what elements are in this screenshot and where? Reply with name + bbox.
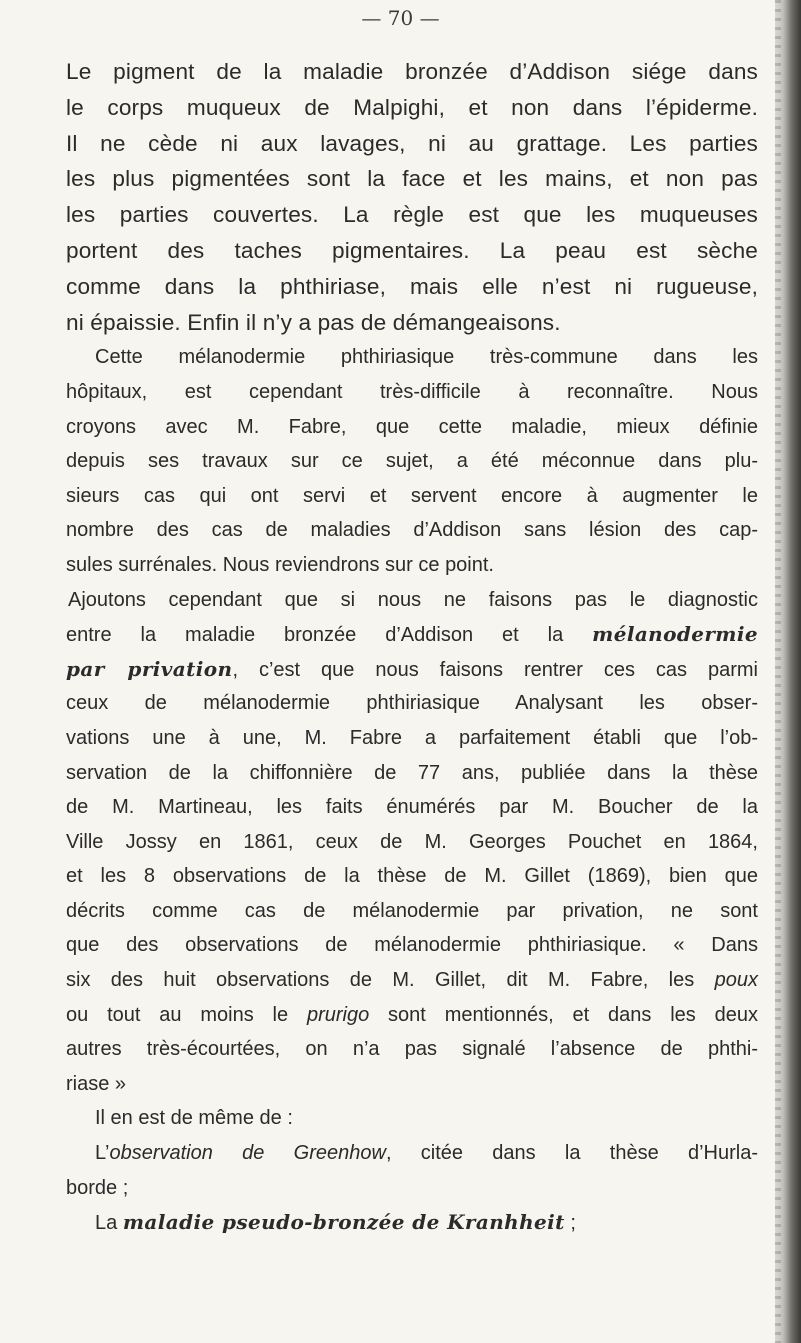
text-line: sieurs cas qui ont servi et servent encore à augmenter le xyxy=(66,484,758,507)
text-line: les plus pigmentées sont la face et les mains, et non pas xyxy=(66,166,758,192)
text-line: autres très-écourtées, on n’a pas signalé l’absence de phthi- xyxy=(66,1038,758,1061)
page-number: — 70 — xyxy=(361,6,440,30)
text-line xyxy=(66,998,758,1033)
emphasis-term: maladie pseudo-bronzée de Kranhheit xyxy=(122,1210,565,1235)
text-line xyxy=(66,963,758,998)
text-segment: six des huit observations de M. Gillet, dit M. Fabre, les xyxy=(66,969,715,992)
text-line: Il ne cède ni aux lavages, ni au grattage. Les parties xyxy=(66,130,758,156)
text-line: que des observations de mélanodermie phthiriasique. « Dans xyxy=(66,934,758,957)
text-line: sules surrénales. Nous reviendrons sur ce point. xyxy=(66,553,494,576)
paragraph-diagnostic xyxy=(66,583,758,1102)
text-line: Cette mélanodermie phthiriasique très-commune dans les xyxy=(95,346,758,369)
text-line: ceux de mélanodermie phthiriasique Analysant les obser- xyxy=(66,692,758,715)
text-line: Le pigment de la maladie bronzée d’Addison siége dans xyxy=(66,59,758,84)
text-line xyxy=(66,1205,758,1240)
text-line: de M. Martineau, les faits énumérés par M. Boucher de la xyxy=(66,796,758,819)
text-segment: , c’est que nous faisons rentrer ces cas parmi xyxy=(232,658,758,681)
text-line xyxy=(66,1136,758,1171)
text-segment: ou tout au moins le xyxy=(66,1003,307,1026)
text-line: les parties couvertes. La règle est que les muqueuses xyxy=(66,202,758,228)
text-line: Ville Jossy en 1861, ceux de M. Georges Pouchet en 1864, xyxy=(66,830,758,853)
text-line: depuis ses travaux sur ce sujet, a été méconnue dans plu- xyxy=(66,450,758,473)
text-line xyxy=(66,617,758,652)
text-line: vations une à une, M. Fabre a parfaitement établi que l’ob- xyxy=(66,726,758,749)
paragraph-melanodermie xyxy=(66,340,758,582)
text-line xyxy=(66,652,758,687)
paragraph-pigment xyxy=(66,54,758,340)
italic-term: prurigo xyxy=(306,1003,370,1026)
text-line: le corps muqueux de Malpighi, et non dans l’épiderme. xyxy=(66,94,758,120)
text-line: riase » xyxy=(66,1072,127,1095)
page-binding-edge xyxy=(775,0,801,1343)
text-line: et les 8 observations de la thèse de M. Gillet (1869), bien que xyxy=(66,865,758,888)
text-line: Il en est de même de : xyxy=(95,1107,293,1130)
text-line: comme dans la phthiriase, mais elle n’est ni rugueuse, xyxy=(66,273,758,299)
text-line: croyons avec M. Fabre, que cette maladie, mieux définie xyxy=(66,415,758,438)
italic-term: poux xyxy=(714,969,758,992)
text-segment: La xyxy=(95,1212,123,1235)
text-line: ni épaissie. Enfin il n’y a pas de démangeaisons. xyxy=(66,309,561,335)
text-line: nombre des cas de maladies d’Addison sans lésion des cap- xyxy=(66,519,758,542)
binding-texture xyxy=(775,0,781,1343)
text-segment: L’ xyxy=(95,1142,110,1165)
text-segment: entre la maladie bronzée d’Addison et la xyxy=(66,624,593,647)
page-body xyxy=(66,54,758,1240)
text-segment: ; xyxy=(564,1212,576,1235)
text-line: borde ; xyxy=(66,1176,129,1199)
text-segment: sont mentionnés, et dans les deux xyxy=(369,1003,758,1026)
text-line: décrits comme cas de mélanodermie par privation, ne sont xyxy=(66,899,758,922)
text-line: Ajoutons cependant que si nous ne faisons pas le diagnostic xyxy=(68,588,758,611)
text-segment: , citée dans la thèse d’Hurla- xyxy=(385,1142,758,1165)
text-line: hôpitaux, est cependant très-difficile à reconnaître. Nous xyxy=(66,380,758,403)
paragraph-enumeration xyxy=(66,1101,758,1239)
text-line: portent des taches pigmentaires. La peau est sèche xyxy=(66,237,758,263)
italic-term: observation de Greenhow xyxy=(109,1142,386,1165)
text-line: servation de la chiffonnière de 77 ans, publiée dans la thèse xyxy=(66,761,758,784)
emphasis-term: mélanodermie xyxy=(592,622,758,647)
emphasis-term: par privation xyxy=(66,656,233,681)
